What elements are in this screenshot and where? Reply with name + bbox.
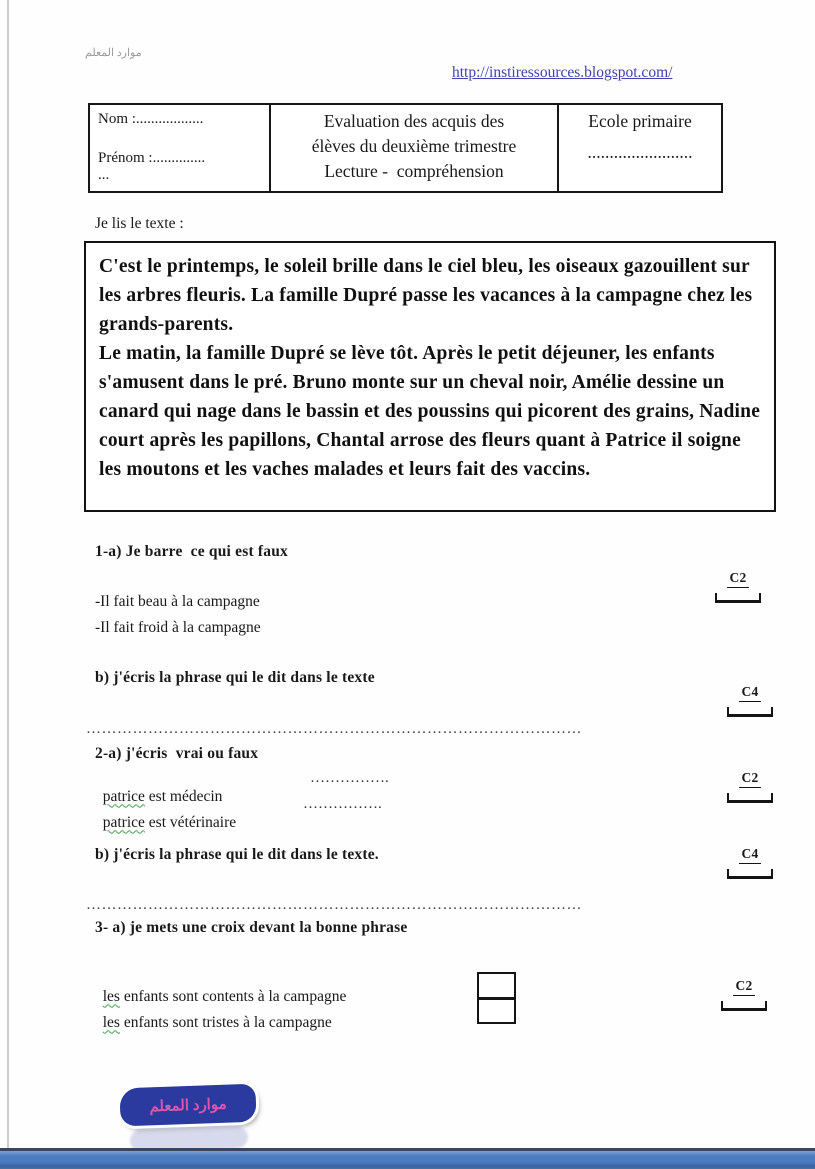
reading-passage-box <box>84 241 776 512</box>
q3a-item1-misspelled-word: les <box>102 987 120 1005</box>
nom-label: Nom :.................. <box>98 111 204 127</box>
q3a-item2-misspelled-word: les <box>102 1013 120 1031</box>
mark-badge-c4-2 <box>722 846 778 879</box>
q1a-option-1: -Il fait beau à la campagne <box>95 593 260 610</box>
footer-logo: موارد المعلم <box>119 1084 256 1127</box>
mark-label-c4: C4 <box>739 684 760 702</box>
q1a-title: 1-a) Je barre ce qui est faux <box>95 543 288 560</box>
mark-bracket <box>721 1001 767 1011</box>
q2a-title: 2-a) j'écris vrai ou faux <box>95 745 259 762</box>
q3a-title: 3- a) je mets une croix devant la bonne phrase <box>95 919 408 936</box>
mark-label-c2: C2 <box>727 570 748 588</box>
mark-label-c2: C2 <box>733 978 754 996</box>
q2a-item2-misspelled-word: patrice <box>102 813 145 831</box>
school-label: Ecole primaire <box>588 111 692 131</box>
mark-label-c4: C4 <box>739 846 760 864</box>
source-link[interactable]: http://instiressources.blogspot.com/ <box>452 64 673 81</box>
eval-title-line2: élèves du deuxième trimestre <box>311 136 517 156</box>
q2a-item1-text: est médecin <box>144 787 223 805</box>
reading-instruction: Je lis le texte : <box>95 215 184 232</box>
cross-choice-boxes <box>477 972 516 1024</box>
eval-title-line1: Evaluation des acquis des <box>323 111 505 131</box>
q1b-title: b) j'écris la phrase qui le dit dans le texte <box>95 669 375 686</box>
school-dots: ........................ <box>587 142 693 162</box>
header-cell-school <box>559 105 721 191</box>
mark-bracket <box>727 869 773 879</box>
mark-badge-c4-1 <box>722 684 778 717</box>
q2a-item2-text: est vétérinaire <box>144 813 237 831</box>
q3a-option-2 <box>95 995 332 1032</box>
mark-label-c2: C2 <box>739 770 760 788</box>
q2b-title: b) j'écris la phrase qui le dit dans le texte. <box>95 846 379 863</box>
mark-badge-c2-3 <box>716 978 772 1011</box>
mark-bracket <box>727 793 773 803</box>
footer-blue-bar <box>0 1148 815 1169</box>
q2a-item2-answer-dots: ……………. <box>303 796 382 812</box>
q2a-item-2 <box>95 795 382 851</box>
prenom-label: Prénom :.............. <box>98 150 206 166</box>
watermark-text: موارد المعلم <box>85 47 142 59</box>
answer-dotted-line-1: …………………………………………………………………………………… <box>86 721 582 737</box>
page-edge-line <box>7 0 9 1150</box>
q3a-item1-text: enfants sont contents à la campagne <box>119 987 347 1005</box>
mark-badge-c2-1 <box>710 570 766 603</box>
header-cell-identity <box>90 105 271 191</box>
mark-badge-c2-2 <box>722 770 778 803</box>
header-table <box>88 103 723 193</box>
q1a-option-2: -Il fait froid à la campagne <box>95 619 261 636</box>
header-cell-title <box>271 105 559 191</box>
eval-title-line3: Lecture - compréhension <box>324 161 504 181</box>
answer-dotted-line-2: …………………………………………………………………………………… <box>86 897 582 913</box>
passage-paragraph-2: Le matin, la famille Dupré se lève tôt. Après le petit déjeuner, les enfants s'amusent dans le pré. Bruno monte sur un cheval noir, Amélie dessine un canard qui nage dans le bassin et des poussins qui picorent des grains, Nadine court après les papillons, Chantal arrose des fleurs quant à Patrice il soigne les moutons et les vaches malades et leurs fait des vaccins. <box>99 343 761 480</box>
mark-bracket <box>727 707 773 717</box>
q2a-item1-misspelled-word: patrice <box>102 787 145 805</box>
cross-choice-divider <box>479 997 514 1000</box>
passage-paragraph-1: C'est le printemps, le soleil brille dans le ciel bleu, les oiseaux gazouillent sur les arbres fleuris. La famille Dupré passe les vacances à la campagne chez les grands-parents. <box>99 256 753 335</box>
mark-bracket <box>715 593 761 603</box>
q3a-item2-text: enfants sont tristes à la campagne <box>119 1013 332 1031</box>
q2a-item1-answer-dots: ……………. <box>310 770 389 786</box>
prenom-overflow-dots: ... <box>98 167 110 183</box>
